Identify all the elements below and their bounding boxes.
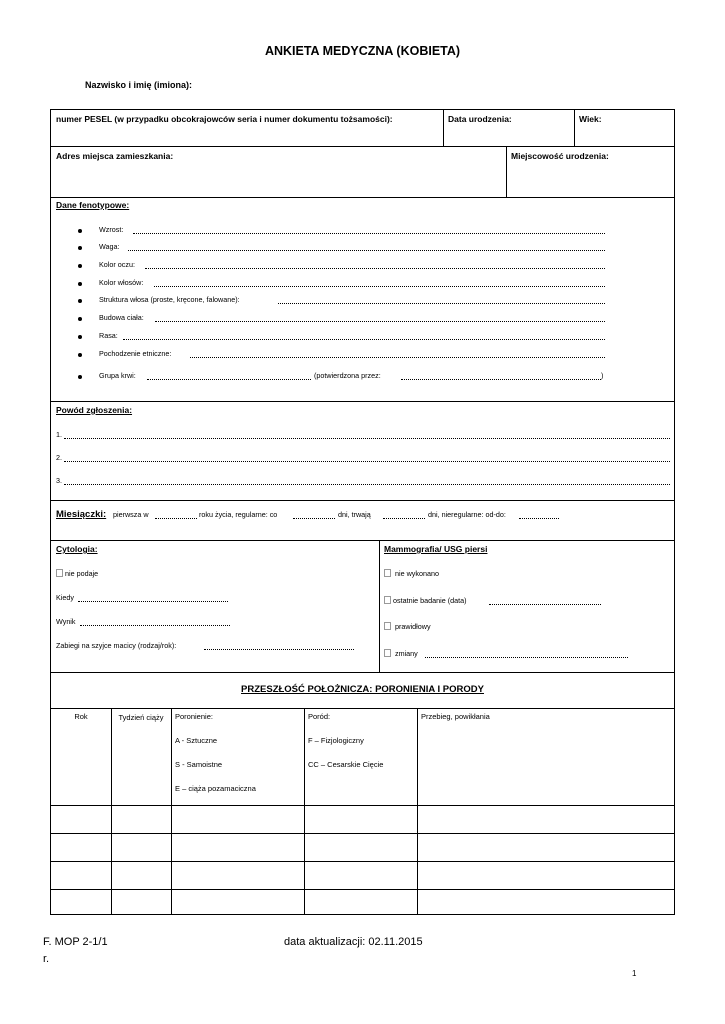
bullet-icon — [78, 229, 82, 233]
cytology-when-label: Kiedy — [56, 593, 74, 602]
mammo-last-exam[interactable] — [384, 596, 467, 605]
col-miscarriage-header: Poronienie: — [175, 712, 213, 721]
mammo-last-exam-field[interactable] — [489, 604, 601, 605]
race-label: Rasa: — [99, 331, 118, 340]
miscarriage-type: E – ciąża pozamaciczna — [175, 784, 256, 793]
divider — [417, 708, 418, 914]
menses-cycle-field[interactable] — [293, 518, 335, 519]
table-row — [51, 805, 674, 806]
divider — [171, 708, 172, 914]
menses-first-label: pierwsza w — [113, 510, 149, 519]
eye-color-label: Kolor oczu: — [99, 260, 135, 269]
menses-duration-label: dni, trwają — [338, 510, 371, 519]
divider — [574, 110, 575, 146]
mammo-not-done-label: nie wykonano — [395, 569, 439, 578]
race-field[interactable] — [123, 339, 605, 340]
menses-irregular-label: dni, nieregularne: od-do: — [428, 510, 506, 519]
mammo-changes[interactable] — [384, 649, 418, 658]
cytology-when-field[interactable] — [78, 601, 228, 602]
birth-type: F – Fizjologiczny — [308, 736, 364, 745]
reason-field-3[interactable] — [64, 484, 670, 485]
bullet-icon — [78, 282, 82, 286]
hair-color-field[interactable] — [154, 286, 605, 287]
blood-close-paren: ) — [601, 371, 604, 380]
mammography-heading: Mammografia/ USG piersi — [384, 544, 488, 554]
divider — [304, 708, 305, 914]
checkbox-icon[interactable] — [384, 649, 391, 657]
table-row — [51, 861, 674, 862]
birth-date-label: Data urodzenia: — [448, 114, 512, 124]
mammo-normal[interactable] — [384, 622, 431, 631]
page-number: 1 — [632, 969, 637, 978]
divider — [506, 146, 507, 197]
age-label: Wiek: — [579, 114, 602, 124]
miscarriage-type: S - Samoistne — [175, 760, 223, 769]
menses-duration-field[interactable] — [383, 518, 425, 519]
cervix-procedures-label: Zabiegi na szyjce macicy (rodzaj/rok): — [56, 641, 177, 650]
cytology-not-given[interactable] — [56, 569, 98, 578]
birth-type: CC – Cesarskie Cięcie — [308, 760, 384, 769]
bullet-icon — [78, 299, 82, 303]
address-label: Adres miejsca zamieszkania: — [56, 151, 174, 161]
checkbox-icon[interactable] — [384, 596, 391, 604]
bullet-icon — [78, 317, 82, 321]
menses-irregular-field[interactable] — [519, 518, 559, 519]
pesel-label: numer PESEL (w przypadku obcokrajowców seria i numer dokumentu tożsamości): — [56, 114, 393, 124]
menses-heading: Miesiączki: — [56, 509, 107, 520]
form-code-continued: r. — [43, 953, 50, 965]
blood-group-label: Grupa krwi: — [99, 371, 136, 380]
bullet-icon — [78, 375, 82, 379]
mammo-changes-field[interactable] — [425, 657, 628, 658]
col-week-header: Tydzień ciąży — [118, 713, 164, 722]
obstetric-heading: PRZESZŁOŚĆ POŁOŻNICZA: PORONIENIA I PORODY — [241, 684, 484, 695]
divider — [51, 500, 674, 501]
reason-field-2[interactable] — [64, 461, 670, 462]
menses-regular-label: roku życia, regularne: co — [199, 510, 278, 519]
weight-field[interactable] — [128, 250, 605, 251]
mammo-normal-label: prawidłowy — [395, 622, 431, 631]
table-row — [51, 889, 674, 890]
phenotype-heading: Dane fenotypowe: — [56, 200, 130, 210]
blood-group-field[interactable] — [147, 379, 311, 380]
body-build-field[interactable] — [155, 321, 605, 322]
divider — [51, 540, 674, 541]
cytology-result-label: Wynik — [56, 617, 76, 626]
form-frame — [50, 109, 675, 915]
ethnic-origin-field[interactable] — [190, 357, 605, 358]
form-code: F. MOP 2-1/1 — [43, 936, 108, 948]
checkbox-icon[interactable] — [384, 569, 391, 577]
bullet-icon — [78, 353, 82, 357]
body-build-label: Budowa ciała: — [99, 313, 144, 322]
divider — [51, 708, 674, 709]
hair-structure-field[interactable] — [278, 303, 605, 304]
divider — [111, 708, 112, 914]
divider — [51, 146, 674, 147]
reason-heading: Powód zgłoszenia: — [56, 405, 133, 415]
divider — [51, 672, 674, 673]
blood-confirmed-label: (potwierdzona przez: — [314, 371, 381, 380]
divider — [51, 401, 674, 402]
cytology-result-field[interactable] — [80, 625, 230, 626]
miscarriage-type: A - Sztuczne — [175, 736, 218, 745]
ethnic-origin-label: Pochodzenie etniczne: — [99, 349, 172, 358]
eye-color-field[interactable] — [145, 268, 605, 269]
reason-field-1[interactable] — [64, 438, 670, 439]
hair-color-label: Kolor włosów: — [99, 278, 144, 287]
name-label: Nazwisko i imię (imiona): — [85, 80, 193, 90]
form-title: ANKIETA MEDYCZNA (KOBIETA) — [264, 44, 461, 58]
reason-line-number: 3. — [56, 476, 62, 485]
reason-line-number: 2. — [56, 453, 62, 462]
col-year-header: Rok — [74, 712, 88, 721]
blood-confirmed-field[interactable] — [401, 379, 601, 380]
divider — [379, 540, 380, 672]
divider — [443, 110, 444, 146]
bullet-icon — [78, 264, 82, 268]
mammo-last-exam-label: ostatnie badanie (data) — [393, 596, 467, 605]
reason-line-number: 1. — [56, 430, 62, 439]
checkbox-icon[interactable] — [56, 569, 63, 577]
birthplace-label: Miejscowość urodzenia: — [511, 151, 609, 161]
mammo-not-done[interactable] — [384, 569, 439, 578]
height-field[interactable] — [133, 233, 605, 234]
bullet-icon — [78, 335, 82, 339]
divider — [51, 197, 674, 198]
table-row — [51, 833, 674, 834]
cytology-heading: Cytologia: — [56, 544, 98, 554]
cytology-not-given-label: nie podaje — [65, 569, 99, 578]
update-date: data aktualizacji: 02.11.2015 — [284, 936, 423, 948]
mammo-changes-label: zmiany — [395, 649, 418, 658]
col-course-header: Przebieg, powikłania — [421, 712, 490, 721]
height-label: Wzrost: — [99, 225, 124, 234]
menses-first-field[interactable] — [155, 518, 197, 519]
col-birth-header: Poród: — [308, 712, 331, 721]
bullet-icon — [78, 246, 82, 250]
checkbox-icon[interactable] — [384, 622, 391, 630]
hair-structure-label: Struktura włosa (proste, kręcone, falowane): — [99, 295, 240, 304]
cervix-procedures-field[interactable] — [204, 649, 354, 650]
weight-label: Waga: — [99, 242, 120, 251]
